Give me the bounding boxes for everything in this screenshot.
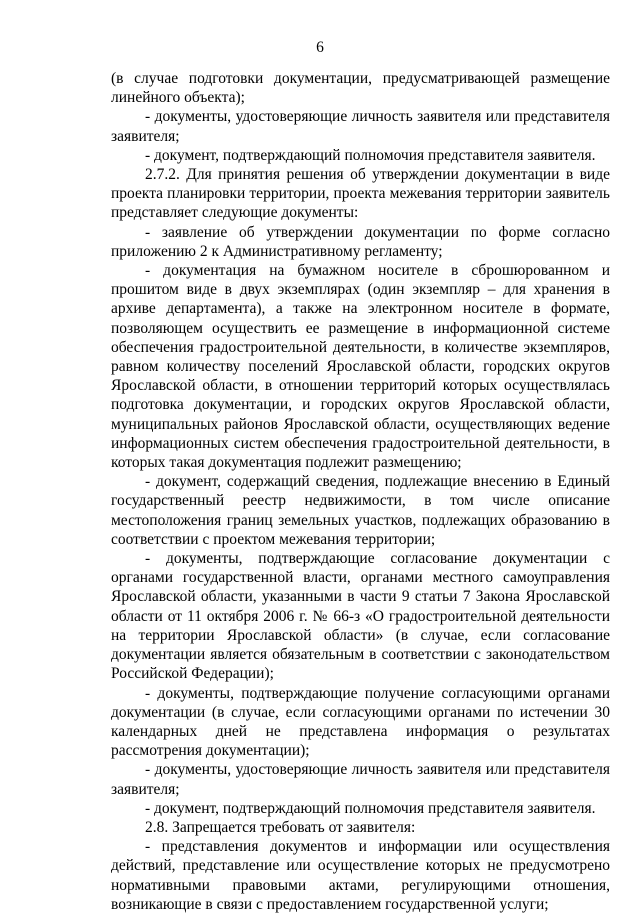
page-number: 6	[316, 39, 324, 56]
list-item-documentation-copies: - документация на бумажном носителе в сброшюрованном и прошитом виде в двух экземплярах (один экземпляр – для хранения в архиве департамента), а также на электронном носителе в формате, позволяющем осуществить ее размещение в информационной системе обеспечения градостроительной деятельности, в количестве экземпляров, равном количеству поселений Ярославской области, городских округов Ярославской области, в отношении территорий которых осуществлялась подготовка документации, и городских округов Ярославской области, муниципальных районов Ярославской области, осуществляющих ведение информационных систем обеспечения градостроительной деятельности, в которых такая документация подлежит размещению;	[111, 262, 610, 472]
section-2-7-2: 2.7.2. Для принятия решения об утверждении документации в виде проекта планировки территории, проекта межевания территории заявитель представляет следующие документы:	[111, 166, 610, 222]
section-2-8: 2.8. Запрещается требовать от заявителя:	[145, 818, 416, 836]
list-item-authority-document-2: - документ, подтверждающий полномочия представителя заявителя.	[145, 799, 596, 817]
list-item-authority-document: - документ, подтверждающий полномочия представителя заявителя.	[145, 146, 596, 164]
document-body	[111, 69, 610, 914]
list-item-identity-documents-2: - документы, удостоверяющие личность заявителя или представителя заявителя;	[111, 761, 610, 798]
list-item-receipt-confirmation: - документы, подтверждающие получение согласующими органами документации (в случае, если согласующими органами по истечении 30 календарных дней не представлена информация о результатах рассмотрения документации);	[111, 684, 610, 760]
list-item-registry-info: - документ, содержащий сведения, подлежащие внесению в Единый государственный реестр недвижимости, в том числе описание местоположения границ земельных участков, подлежащих образованию в соответствии с проектом межевания территории;	[111, 473, 610, 548]
list-item-application: - заявление об утверждении документации по форме согласно приложению 2 к Административному регламенту;	[111, 223, 610, 260]
list-item-approval-documents: - документы, подтверждающие согласование документации с органами государственной власти, органами местного самоуправления Ярославской области, указанными в части 9 статьи 7 Закона Ярославской области от 11 октября 2006 г. № 66-з «О градостроительной деятельности на территории Ярославской области» (в случае, если согласование документации является обязательным в соответствии с законодательством Российской Федерации);	[111, 550, 610, 683]
paragraph-continuation: (в случае подготовки документации, предусматривающей размещение линейного объекта);	[111, 70, 610, 107]
list-item-prohibited-requirements: - представления документов и информации или осуществления действий, представление или осуществление которых не предусмотрено нормативными правовыми актами, регулирующими отношения, возникающие в связи с предоставлением государственной услуги;	[111, 838, 610, 913]
list-item-identity-documents: - документы, удостоверяющие личность заявителя или представителя заявителя;	[111, 108, 610, 145]
